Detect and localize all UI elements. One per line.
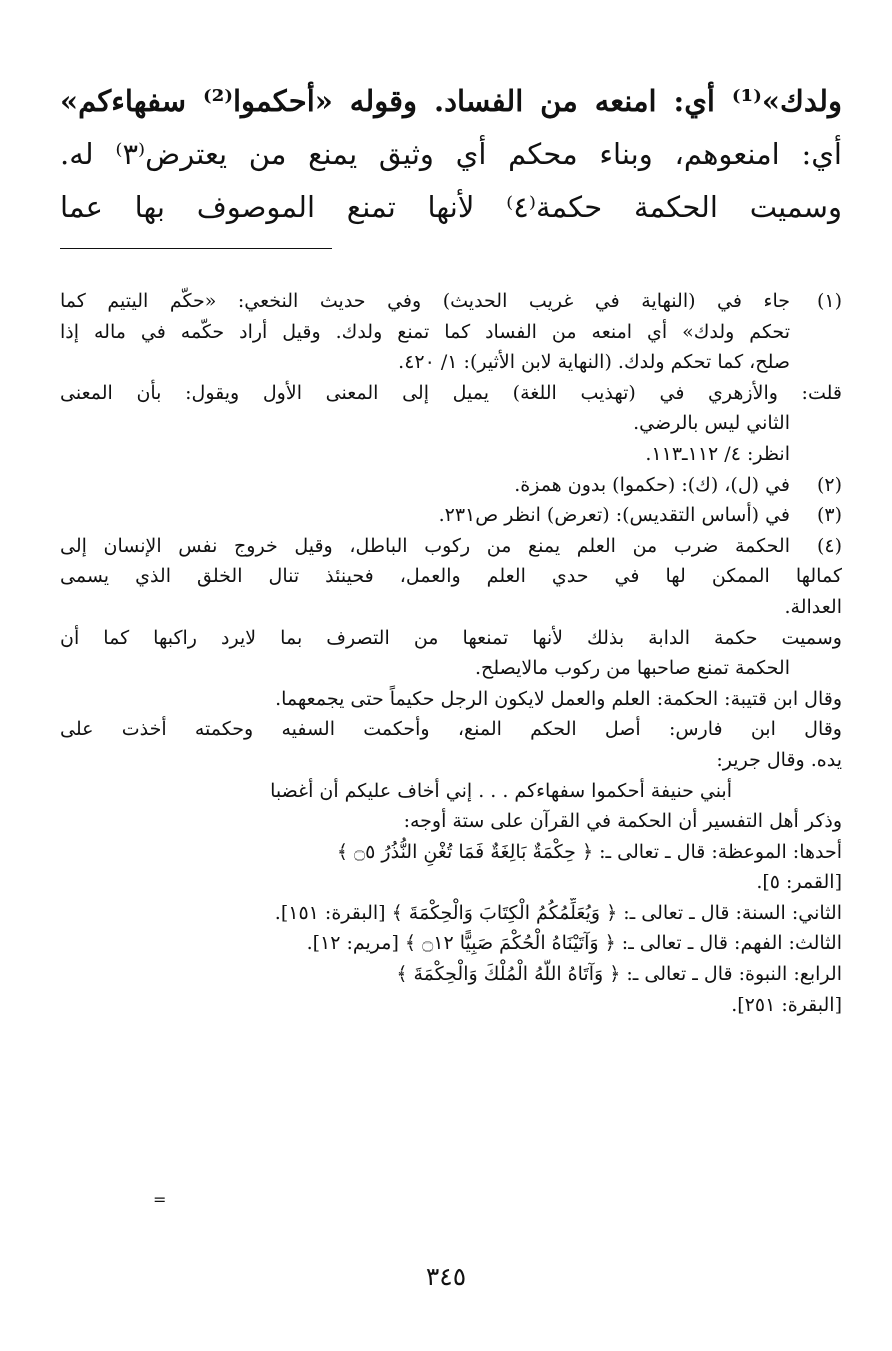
- footnote-4: [60, 531, 842, 1021]
- footnote-line: انظر: ٤/ ١١٢ـ١١٣.: [645, 442, 790, 465]
- footnote-line: [البقرة: ٢٥١].: [731, 993, 842, 1016]
- main-line: أي: امنعوهم، وبناء محكم أي وثيق يمنع من يعترض⁽٣⁾ له.: [60, 137, 842, 171]
- footnote-1-continuation: [60, 378, 842, 470]
- footnote-line: أحدها: الموعظة: قال ـ تعالى ـ: ﴿ حِكْمَةٌ بَالِغَةٌ فَمَا تُغْنِ النُّذُرُ ۝٥ ﴾: [336, 840, 842, 863]
- footnote-line: قلت: والأزهري في (تهذيب اللغة) يميل إلى المعنى الأول ويقول: بأن المعنى: [60, 381, 842, 404]
- footnote-line: الرابع: النبوة: قال ـ تعالى ـ: ﴿ وَآتَاهُ اللَّهُ الْمُلْكَ وَالْحِكْمَةَ ﴾: [396, 963, 842, 986]
- poetry-line: أبني حنيفة أحكموا سفهاءكم . . . إني أخاف عليكم أن أغضبا: [270, 779, 732, 802]
- footnote-line: تحكم ولدك» أي امنعه من الفساد كما تمنع ولدك. وقيل أراد حكّمه في ماله إذا: [60, 320, 790, 343]
- footnote-separator: [60, 248, 332, 249]
- footnote-line: وذكر أهل التفسير أن الحكمة في القرآن على ستة أوجه:: [403, 810, 842, 833]
- page-number: ٣٤٥: [425, 1262, 467, 1291]
- footnote-line: يده. وقال جرير:: [716, 748, 842, 771]
- footnote-line: [القمر: ٥].: [756, 871, 842, 894]
- footnote-line: الثاني: السنة: قال ـ تعالى ـ: ﴿ وَيُعَلِّمُكُمُ الْكِتَابَ وَالْحِكْمَةَ ﴾ [البقرة: ١٥١].: [274, 901, 842, 924]
- footnote-line: وسميت حكمة الدابة بذلك لأنها تمنعها من التصرف بما لايرد راكبها كما أن: [60, 626, 842, 649]
- footnote-number: (١): [816, 290, 842, 312]
- footnote-2: [60, 470, 842, 501]
- main-text: [60, 75, 842, 234]
- footnote-line: صلح، كما تحكم ولدك. (النهاية لابن الأثير): ١/ ٤٢٠.: [398, 351, 790, 374]
- main-line: ولدك»⁽¹⁾ أي: امنعه من الفساد. وقوله «أحكموا⁽²⁾ سفهاءكم»: [60, 84, 842, 118]
- footnote-line: وقال ابن فارس: أصل الحكم المنع، وأحكمت السفيه وحكمته أخذت على: [60, 718, 842, 741]
- footnote-line: العدالة.: [784, 595, 842, 618]
- footnote-line: جاء في (النهاية في غريب الحديث) وفي حديث النخعي: «حكّم اليتيم كما: [60, 290, 790, 312]
- main-line: وسميت الحكمة حكمة⁽٤⁾ لأنها تمنع الموصوف بها عما: [60, 190, 842, 224]
- footnote-1: [60, 286, 842, 378]
- footnote-number: (٢): [816, 473, 842, 496]
- footnote-line: الثالث: الفهم: قال ـ تعالى ـ: ﴿ وَآتَيْنَاهُ الْحُكْمَ صَبِيًّا ۝١٢ ﴾ [مريم: ١٢].: [306, 932, 842, 955]
- footnote-line: الحكمة ضرب من العلم يمنع من ركوب الباطل، وقيل خروج نفس الإنسان إلى: [60, 534, 790, 557]
- footnotes: [60, 286, 842, 1020]
- footnote-line: كمالها الممكن لها في حدي العلم والعمل، فحينئذ تنال الخلق الذي يسمى: [60, 565, 842, 588]
- footnote-number: (٣): [816, 504, 842, 527]
- margin-mark: =: [153, 1190, 167, 1209]
- footnote-line: في (ل)، (ك): (حكموا) بدون همزة.: [514, 473, 790, 496]
- footnote-number: (٤): [816, 534, 842, 557]
- footnote-line: الحكمة تمنع صاحبها من ركوب مالايصلح.: [475, 657, 790, 680]
- footnote-line: في (أساس التقديس): (تعرض) انظر ص٢٣١.: [438, 504, 790, 527]
- footnote-3: [60, 500, 842, 531]
- footnote-line: وقال ابن قتيبة: الحكمة: العلم والعمل لايكون الرجل حكيماً حتى يجمعهما.: [275, 687, 842, 710]
- footnote-line: الثاني ليس بالرضي.: [633, 412, 790, 435]
